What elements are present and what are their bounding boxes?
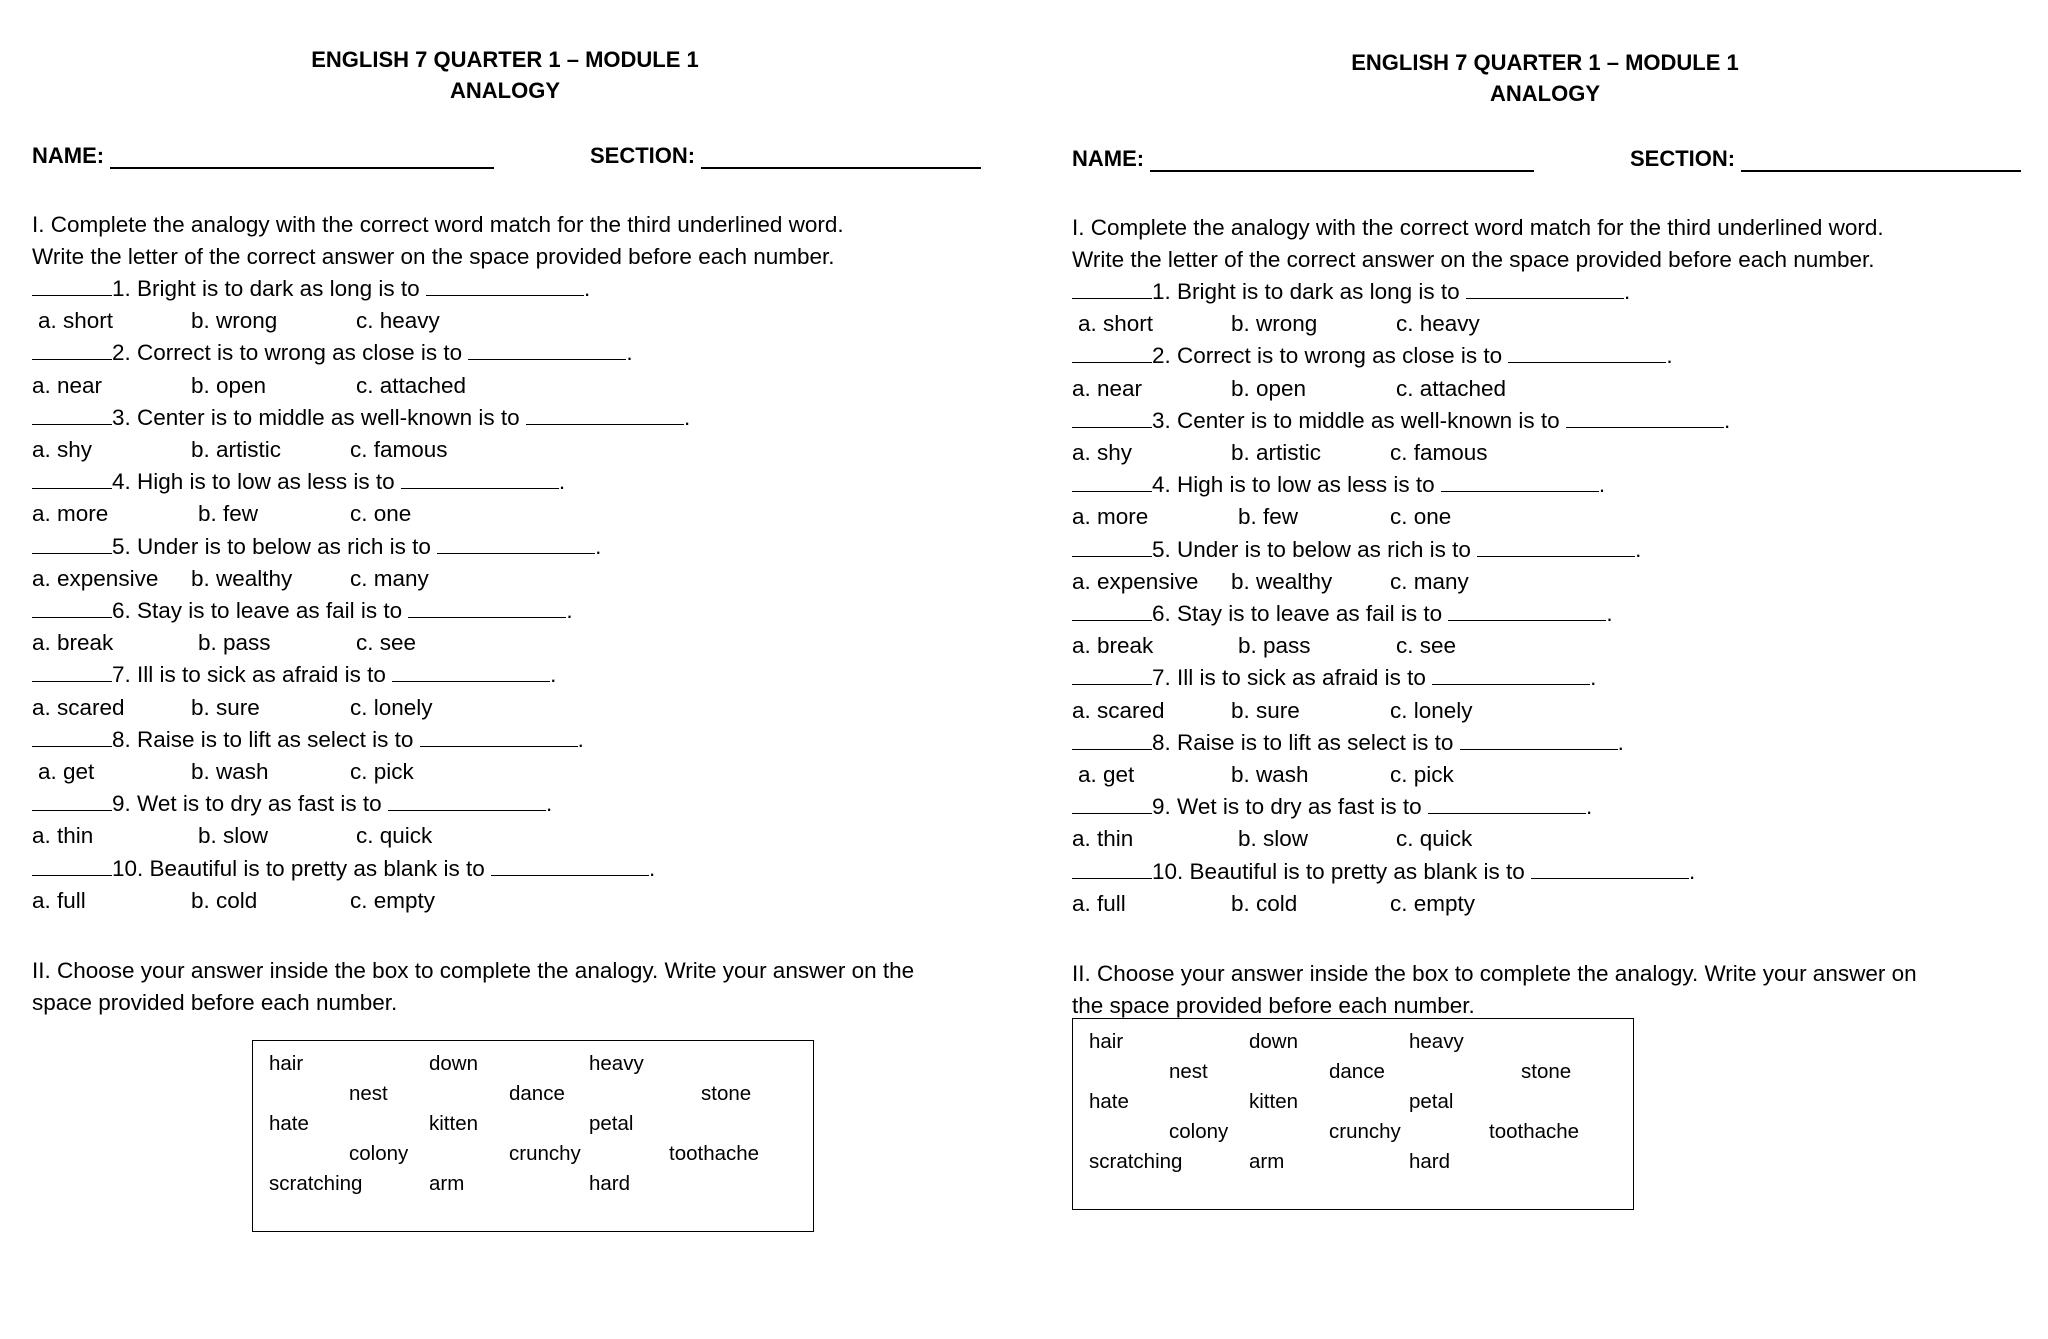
word-option: kitten (1249, 1090, 1298, 1113)
module-title: ENGLISH 7 QUARTER 1 – MODULE 1 (1351, 50, 1739, 75)
answer-blank[interactable] (1072, 795, 1152, 814)
answer-blank[interactable] (32, 663, 112, 682)
section-field[interactable] (590, 143, 981, 169)
word-option: hard (1409, 1150, 1451, 1173)
choice-b: b. few (1238, 504, 1299, 530)
choice-a: a. near (32, 372, 103, 398)
word-option: heavy (589, 1052, 644, 1075)
choice-b: b. wrong (191, 308, 278, 334)
choice-c: c. quick (1396, 826, 1473, 852)
question-number: 8. (1152, 729, 1171, 755)
word-option: arm (1249, 1150, 1285, 1173)
analogy-blank (1428, 795, 1586, 814)
choice-a: a. full (32, 887, 86, 913)
question-number: 6. (112, 598, 131, 623)
choice-c: c. attached (356, 372, 467, 398)
question-text: High is to low as less is to (137, 469, 395, 495)
choice-b: b. wealthy (191, 565, 293, 591)
worksheet-left (0, 0, 1010, 1339)
word-option: petal (589, 1112, 634, 1135)
question-number: 7. (112, 662, 131, 688)
word-option: stone (701, 1082, 752, 1105)
choice-b: b. artistic (1231, 440, 1322, 465)
choice-a: a. expensive (1072, 568, 1199, 594)
choice-a: a. near (1072, 375, 1143, 401)
part2-instruction-line2: the space provided before each number. (1072, 993, 1475, 1018)
question-number: 5. (112, 533, 131, 559)
question-text: Wet is to dry as fast is to (1177, 794, 1422, 820)
answer-blank[interactable] (1072, 602, 1152, 621)
part1-instruction-line1: I. Complete the analogy with the correct word match for the third underlined word. (32, 212, 844, 237)
question-number: 1. (112, 276, 131, 301)
choice-c: c. famous (1390, 440, 1488, 465)
choice-b: b. wealthy (1231, 568, 1333, 594)
analogy-blank (526, 406, 684, 425)
section-field[interactable] (1630, 146, 2021, 172)
question-text: Stay is to leave as fail is to (1177, 601, 1443, 626)
answer-blank[interactable] (32, 728, 112, 747)
answer-blank[interactable] (32, 277, 112, 296)
analogy-blank (468, 341, 626, 360)
worksheet-right (1040, 0, 2048, 1339)
choice-b: b. slow (1238, 826, 1309, 852)
choice-c: c. lonely (1390, 697, 1473, 723)
answer-blank[interactable] (1072, 731, 1152, 750)
choice-c: c. lonely (350, 694, 433, 720)
question-number: 7. (1152, 665, 1171, 691)
choice-b: b. open (1231, 375, 1307, 401)
question-number: 1. (1152, 279, 1171, 304)
answer-blank[interactable] (1072, 473, 1152, 492)
choice-a: a. scared (1072, 697, 1165, 723)
question-item: 2. Correct is to wrong as close is to . (1072, 340, 1673, 372)
choice-c: c. pick (1390, 762, 1454, 787)
question-text: Raise is to lift as select is to (1177, 729, 1454, 755)
question-number: 4. (112, 469, 131, 495)
choice-a: a. more (1072, 504, 1149, 530)
part1-instruction-line2: Write the letter of the correct answer on the space provided before each number. (1072, 247, 1875, 272)
word-option: crunchy (1329, 1120, 1401, 1143)
choice-a: a. get (38, 759, 95, 784)
question-number: 5. (1152, 536, 1171, 562)
analogy-blank (1441, 473, 1599, 492)
question-number: 9. (112, 791, 131, 817)
choice-a: a. short (38, 308, 114, 334)
name-field[interactable] (1072, 146, 1534, 172)
question-item: 4. High is to low as less is to . (1072, 469, 1605, 501)
word-option: hate (1089, 1090, 1129, 1113)
word-option: heavy (1409, 1030, 1464, 1053)
analogy-blank (1531, 860, 1689, 879)
choice-b: b. cold (1231, 890, 1298, 916)
question-item: 6. Stay is to leave as fail is to . (1072, 598, 1613, 630)
answer-blank[interactable] (1072, 538, 1152, 557)
section-label: SECTION: (1630, 146, 1736, 171)
choice-c: c. heavy (356, 308, 440, 334)
question-number: 6. (1152, 601, 1171, 626)
analogy-blank (1432, 666, 1590, 685)
question-item: 2. Correct is to wrong as close is to . (32, 337, 633, 369)
answer-blank[interactable] (1072, 666, 1152, 685)
answer-blank[interactable] (1072, 409, 1152, 428)
answer-blank[interactable] (32, 470, 112, 489)
part1-instruction-line2: Write the letter of the correct answer on the space provided before each number. (32, 244, 835, 269)
question-text: High is to low as less is to (1177, 472, 1435, 498)
word-option: petal (1409, 1090, 1454, 1113)
question-number: 3. (1152, 407, 1171, 433)
choice-b: b. open (191, 372, 267, 398)
choice-b: b. artistic (191, 437, 282, 462)
choice-b: b. wrong (1231, 311, 1318, 337)
word-option: arm (429, 1172, 465, 1195)
question-item: 8. Raise is to lift as select is to . (32, 724, 584, 756)
choice-b: b. slow (198, 823, 269, 849)
choice-b: b. sure (191, 694, 260, 720)
word-option: hate (269, 1112, 309, 1135)
question-text: Beautiful is to pretty as blank is to (1189, 858, 1525, 884)
question-text: Correct is to wrong as close is to (137, 340, 463, 366)
question-number: 9. (1152, 794, 1171, 820)
choice-a: a. short (1078, 311, 1154, 337)
analogy-blank (1508, 344, 1666, 363)
name-label: NAME: (1072, 146, 1145, 171)
answer-blank[interactable] (32, 792, 112, 811)
module-title: ENGLISH 7 QUARTER 1 – MODULE 1 (311, 47, 699, 72)
question-item: 10. Beautiful is to pretty as blank is to . (32, 853, 655, 885)
question-text: Correct is to wrong as close is to (1177, 343, 1503, 369)
word-option: stone (1521, 1060, 1572, 1083)
choice-a: a. break (32, 630, 114, 656)
section-blank[interactable] (1741, 148, 2021, 172)
question-item: 9. Wet is to dry as fast is to . (32, 788, 552, 820)
analogy-blank (408, 599, 566, 618)
analogy-blank (491, 857, 649, 876)
question-item: 1. Bright is to dark as long is to . (32, 273, 590, 305)
analogy-blank (1477, 538, 1635, 557)
answer-blank[interactable] (32, 857, 112, 876)
question-item: 1. Bright is to dark as long is to . (1072, 276, 1630, 308)
word-option: colony (1169, 1120, 1229, 1143)
choice-a: a. more (32, 501, 109, 527)
question-item: 8. Raise is to lift as select is to . (1072, 727, 1624, 759)
question-text: Center is to middle as well-known is to (1177, 407, 1560, 433)
part2-instruction-line1: II. Choose your answer inside the box to complete the analogy. Write your answer on the (32, 958, 915, 983)
word-option: dance (509, 1082, 565, 1105)
word-option: hair (1089, 1030, 1124, 1053)
question-number: 2. (112, 340, 131, 366)
question-item: 7. Ill is to sick as afraid is to . (1072, 662, 1596, 694)
section-blank[interactable] (701, 145, 981, 169)
word-option: toothache (669, 1142, 760, 1165)
word-option: down (429, 1052, 479, 1075)
question-text: Raise is to lift as select is to (137, 726, 414, 752)
question-text: Stay is to leave as fail is to (137, 598, 403, 623)
choice-a: a. get (1078, 762, 1135, 787)
choice-c: c. many (1390, 568, 1469, 594)
question-text: Center is to middle as well-known is to (137, 404, 520, 430)
choice-b: b. pass (1238, 633, 1311, 659)
choice-c: c. many (350, 565, 429, 591)
question-number: 3. (112, 404, 131, 430)
word-option: scratching (1089, 1150, 1183, 1173)
question-text: Wet is to dry as fast is to (137, 791, 382, 817)
analogy-blank (392, 663, 550, 682)
question-text: Bright is to dark as long is to (137, 276, 420, 301)
lesson-title: ANALOGY (450, 78, 560, 103)
choice-b: b. few (198, 501, 259, 527)
choice-b: b. wash (1231, 762, 1309, 787)
analogy-blank (1448, 602, 1606, 621)
choice-b: b. wash (191, 759, 269, 784)
lesson-title: ANALOGY (1490, 81, 1600, 106)
word-option: crunchy (509, 1142, 581, 1165)
choice-b: b. pass (198, 630, 271, 656)
analogy-blank (1566, 409, 1724, 428)
question-number: 2. (1152, 343, 1171, 369)
choice-a: a. full (1072, 890, 1126, 916)
analogy-blank (437, 535, 595, 554)
choice-c: c. quick (356, 823, 433, 849)
choice-b: b. sure (1231, 697, 1300, 723)
question-item: 5. Under is to below as rich is to . (32, 531, 601, 563)
choice-c: c. empty (1390, 890, 1476, 916)
answer-blank[interactable] (32, 341, 112, 360)
part2-instruction-line2: space provided before each number. (32, 990, 398, 1015)
word-option: dance (1329, 1060, 1385, 1083)
choice-b: b. cold (191, 887, 258, 913)
analogy-blank (426, 277, 584, 296)
question-item: 6. Stay is to leave as fail is to . (32, 595, 573, 627)
question-number: 8. (112, 726, 131, 752)
answer-blank[interactable] (1072, 344, 1152, 363)
analogy-blank (401, 470, 559, 489)
section-label: SECTION: (590, 143, 696, 168)
choice-c: c. attached (1396, 375, 1507, 401)
question-text: Ill is to sick as afraid is to (137, 662, 386, 688)
question-item: 10. Beautiful is to pretty as blank is to . (1072, 856, 1695, 888)
analogy-blank (420, 728, 578, 747)
analogy-blank (1466, 280, 1624, 299)
name-blank[interactable] (1150, 148, 1534, 172)
word-option: hard (589, 1172, 631, 1195)
question-item: 3. Center is to middle as well-known is to . (32, 402, 690, 434)
choice-a: a. expensive (32, 565, 159, 591)
word-option: hair (269, 1052, 304, 1075)
choice-c: c. see (1396, 633, 1457, 659)
choice-c: c. empty (350, 887, 436, 913)
name-label: NAME: (32, 143, 105, 168)
question-number: 10. (112, 855, 144, 881)
word-option: nest (1169, 1060, 1208, 1083)
part2-instruction-line1: II. Choose your answer inside the box to complete the analogy. Write your answer on (1072, 961, 1917, 986)
choice-c: c. one (1390, 504, 1452, 530)
question-item: 7. Ill is to sick as afraid is to . (32, 659, 556, 691)
question-item: 3. Center is to middle as well-known is to . (1072, 405, 1730, 437)
question-number: 4. (1152, 472, 1171, 498)
word-option: down (1249, 1030, 1299, 1053)
question-item: 9. Wet is to dry as fast is to . (1072, 791, 1592, 823)
answer-blank[interactable] (32, 599, 112, 618)
word-option: kitten (429, 1112, 478, 1135)
choice-a: a. break (1072, 633, 1154, 659)
choice-c: c. see (356, 630, 417, 656)
word-option: nest (349, 1082, 388, 1105)
choice-a: a. thin (1072, 826, 1134, 852)
answer-blank[interactable] (32, 406, 112, 425)
question-text: Bright is to dark as long is to (1177, 279, 1460, 304)
choice-a: a. shy (1072, 440, 1133, 465)
word-box (1072, 1018, 1634, 1210)
choice-c: c. pick (350, 759, 414, 784)
choice-a: a. shy (32, 437, 93, 462)
analogy-blank (388, 792, 546, 811)
question-number: 10. (1152, 858, 1184, 884)
name-field[interactable] (32, 143, 494, 169)
word-option: toothache (1489, 1120, 1580, 1143)
choice-a: a. thin (32, 823, 94, 849)
part1-instruction-line1: I. Complete the analogy with the correct word match for the third underlined word. (1072, 215, 1884, 240)
question-text: Under is to below as rich is to (1177, 536, 1471, 562)
word-option: scratching (269, 1172, 363, 1195)
question-item: 4. High is to low as less is to . (32, 466, 565, 498)
question-text: Under is to below as rich is to (137, 533, 431, 559)
choice-c: c. one (350, 501, 412, 527)
answer-blank[interactable] (1072, 860, 1152, 879)
question-item: 5. Under is to below as rich is to . (1072, 534, 1641, 566)
word-box (252, 1040, 814, 1232)
question-text: Beautiful is to pretty as blank is to (149, 855, 485, 881)
analogy-blank (1460, 731, 1618, 750)
answer-blank[interactable] (32, 535, 112, 554)
choice-c: c. famous (350, 437, 448, 462)
name-blank[interactable] (110, 145, 494, 169)
choice-a: a. scared (32, 694, 125, 720)
answer-blank[interactable] (1072, 280, 1152, 299)
choice-c: c. heavy (1396, 311, 1480, 337)
question-text: Ill is to sick as afraid is to (1177, 665, 1426, 691)
word-option: colony (349, 1142, 409, 1165)
